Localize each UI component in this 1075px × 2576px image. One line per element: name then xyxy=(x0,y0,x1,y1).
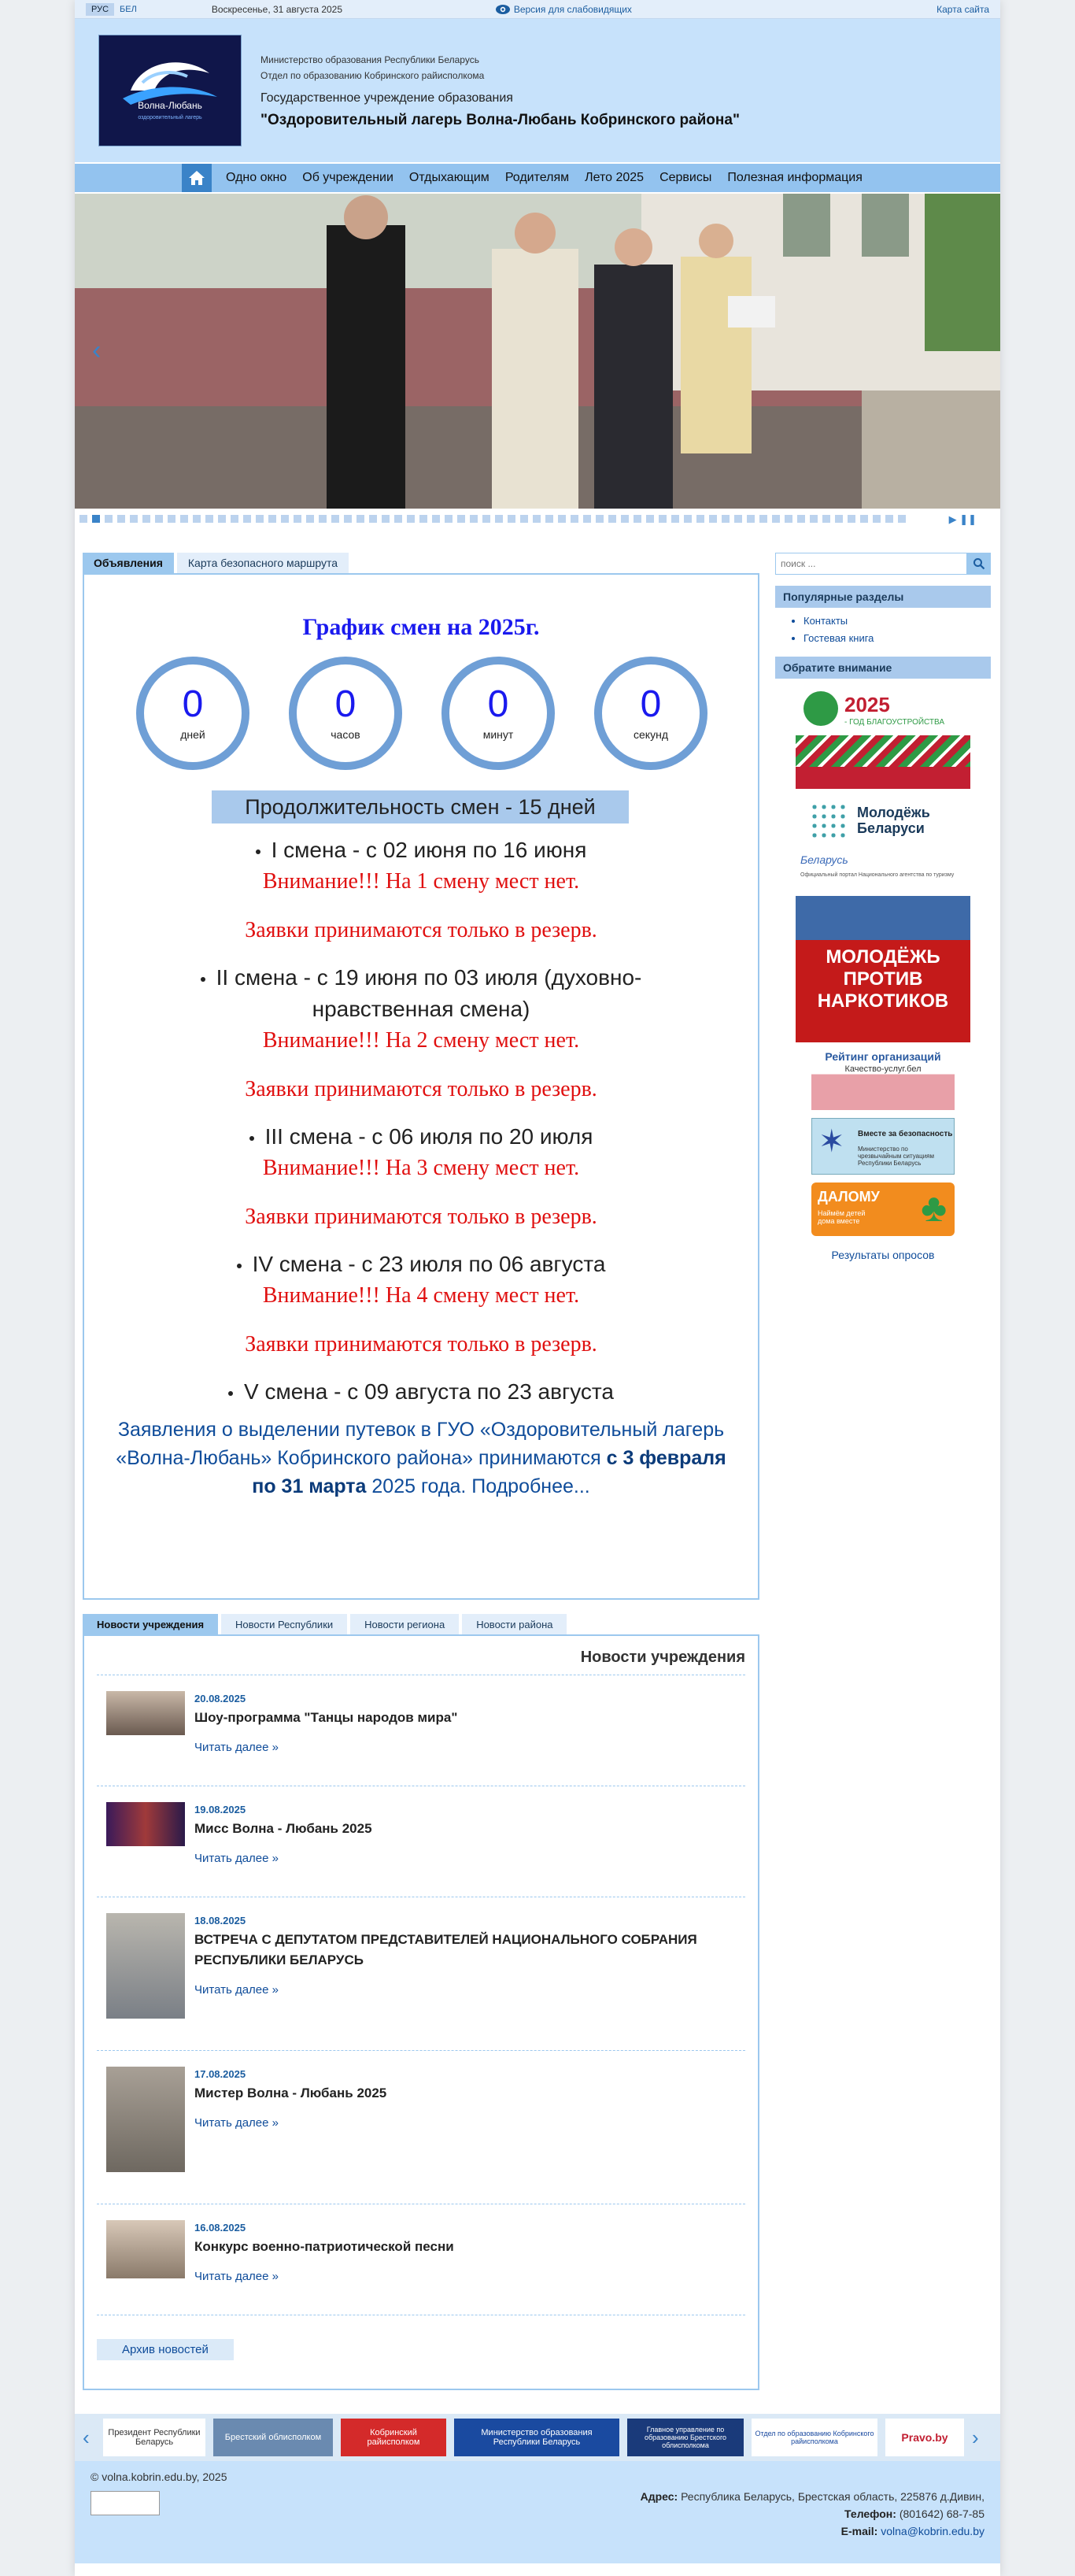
banner-year-of-improvement[interactable] xyxy=(796,687,970,789)
slider-dot[interactable] xyxy=(747,515,755,523)
shift-warning: Внимание!!! На 4 смену мест нет. xyxy=(262,1283,580,1308)
link-contacts[interactable]: • Контакты xyxy=(803,613,991,630)
slider-dot[interactable] xyxy=(168,515,175,523)
slider-dot[interactable] xyxy=(596,515,604,523)
banner-rating[interactable] xyxy=(811,1050,955,1110)
banner-tourism[interactable] xyxy=(796,852,970,888)
site-header xyxy=(75,19,1000,162)
timer-hours-value: 0 xyxy=(334,683,356,725)
address: Республика Беларусь, Брестская область, 225876 д.Дивин, xyxy=(681,2490,984,2503)
slider-dot[interactable] xyxy=(142,515,150,523)
slider-dot[interactable] xyxy=(646,515,654,523)
slider-dot[interactable] xyxy=(520,515,528,523)
slider-dot[interactable] xyxy=(558,515,566,523)
news-item xyxy=(97,2204,745,2315)
news-title[interactable]: Конкурс военно-патриотической песни xyxy=(194,2239,454,2254)
slider-dot[interactable] xyxy=(105,515,113,523)
slider-dot[interactable] xyxy=(709,515,717,523)
timer-minutes xyxy=(441,657,555,770)
popular-links xyxy=(775,608,991,647)
read-more-link[interactable]: Читать далее » xyxy=(194,2270,279,2283)
accessibility-label: Версия для слабовидящих xyxy=(513,3,632,15)
copyright: © volna.kobrin.edu.by, 2025 xyxy=(91,2471,227,2483)
reserve-note: Заявки принимаются только в резерв. xyxy=(245,1077,597,1101)
wave-logo-icon xyxy=(99,35,242,146)
attention-heading: Обратите внимание xyxy=(775,657,991,679)
slider-dot[interactable] xyxy=(482,515,490,523)
home-button[interactable] xyxy=(182,164,212,192)
slider-dot[interactable] xyxy=(256,515,264,523)
slider-dot[interactable] xyxy=(445,515,453,523)
partner-kobrin-district[interactable]: Кобринский райисполком xyxy=(341,2419,446,2456)
slider-dot[interactable] xyxy=(898,515,906,523)
header-text xyxy=(260,52,740,129)
slider-dot[interactable] xyxy=(659,515,667,523)
main-content xyxy=(75,551,1000,2390)
news-title[interactable]: Шоу-программа "Танцы народов мира" xyxy=(194,1710,458,1725)
banner-youth-belarus[interactable] xyxy=(796,797,970,844)
slider-dot[interactable] xyxy=(759,515,767,523)
news-body xyxy=(194,1913,736,2019)
slider-dot[interactable] xyxy=(583,515,591,523)
slider-dot[interactable] xyxy=(319,515,327,523)
partners-next-arrow[interactable]: › xyxy=(972,2425,979,2449)
slider-dot[interactable] xyxy=(382,515,390,523)
dots-logo-icon xyxy=(810,802,846,838)
news-thumbnail[interactable] xyxy=(106,1802,185,1846)
banner-safety-title: Вместе за безопасность xyxy=(858,1130,953,1138)
slider-dot[interactable] xyxy=(281,515,289,523)
timer-seconds xyxy=(594,657,707,770)
main-nav xyxy=(75,162,1000,194)
slider-play-pause-icon[interactable]: ▶ ❚❚ xyxy=(948,513,977,525)
nav-useful-info[interactable]: Полезная информация xyxy=(727,171,863,184)
news-section xyxy=(83,1612,759,2390)
partner-brest-education[interactable]: Главное управление по образованию Брестского облисполкома xyxy=(627,2419,744,2456)
nav-one-window[interactable]: Одно окно xyxy=(226,171,287,184)
news-item xyxy=(97,2051,745,2204)
tab-republic-news[interactable]: Новости Республики xyxy=(221,1614,347,1634)
banner-dalomu-title: ДАЛОМУ xyxy=(818,1189,880,1205)
home-icon xyxy=(188,170,205,186)
timer-minutes-label: минут xyxy=(482,728,514,741)
banner-tourism-text: Беларусь xyxy=(800,853,848,866)
shift-text: I смена - с 02 июня по 16 июня xyxy=(271,838,587,862)
slider-dot[interactable] xyxy=(797,515,805,523)
partner-president[interactable]: Президент Республики Беларусь xyxy=(103,2419,205,2456)
banner-dalomu-sub: Наймём детей дома вместе xyxy=(818,1209,866,1225)
nav-guests[interactable]: Отдыхающим xyxy=(408,171,489,184)
contact-info xyxy=(641,2488,984,2540)
timer-seconds-value: 0 xyxy=(640,683,662,725)
news-item xyxy=(97,1786,745,1897)
news-thumbnail[interactable] xyxy=(106,1691,185,1735)
shift-warning: Внимание!!! На 2 смену мест нет. xyxy=(262,1028,580,1053)
nav-parents[interactable]: Родителям xyxy=(504,171,570,184)
shift-text: II смена - с 19 июня по 03 июля (духовно-нравственная смена) xyxy=(216,965,642,1021)
slider-dot[interactable] xyxy=(79,515,87,523)
slider-dot[interactable] xyxy=(571,515,578,523)
news-title[interactable]: Мисс Волна - Любань 2025 xyxy=(194,1821,372,1836)
current-date: Воскресенье, 31 августа 2025 xyxy=(211,3,343,15)
slider-dot[interactable] xyxy=(810,515,818,523)
news-item xyxy=(97,1897,745,2051)
slider-dot[interactable] xyxy=(822,515,830,523)
lang-ru[interactable]: РУС xyxy=(86,3,114,16)
slider-dot[interactable] xyxy=(848,515,855,523)
slider-dot[interactable] xyxy=(545,515,553,523)
phone-label: Телефон: xyxy=(844,2508,896,2520)
search-button[interactable] xyxy=(967,553,991,575)
ornament xyxy=(796,735,970,767)
slider-dot[interactable] xyxy=(369,515,377,523)
banner-tourism-sub: Официальный портал Национального агентства по туризму xyxy=(800,872,955,878)
search-icon xyxy=(973,557,985,570)
slider-dot[interactable] xyxy=(772,515,780,523)
slider-dot[interactable] xyxy=(495,515,503,523)
timer-seconds-label: секунд xyxy=(634,728,668,741)
left-column xyxy=(83,551,759,2390)
slider-dot[interactable] xyxy=(193,515,201,523)
eye-icon xyxy=(495,4,511,15)
logo-title: Волна-Любань xyxy=(138,100,202,111)
timer-days-label: дней xyxy=(180,728,205,741)
slider-dot[interactable] xyxy=(243,515,251,523)
shift-item xyxy=(84,835,758,866)
partner-ministry-education[interactable]: Министерство образования Республики Беларусь xyxy=(454,2419,619,2456)
timer-minutes-value: 0 xyxy=(487,683,509,725)
slider-dot[interactable] xyxy=(180,515,188,523)
slider-dot[interactable] xyxy=(508,515,515,523)
banner-safety[interactable] xyxy=(811,1118,955,1175)
site-logo[interactable] xyxy=(98,35,242,146)
slider-dot[interactable] xyxy=(92,515,100,523)
application-dates: с 3 февраля по 31 марта xyxy=(252,1447,726,1497)
slider-dot[interactable] xyxy=(419,515,427,523)
banner-list xyxy=(775,687,991,1261)
slider-dot[interactable] xyxy=(785,515,792,523)
sitemap-link[interactable]: Карта сайта xyxy=(936,3,989,15)
slider-dot[interactable] xyxy=(470,515,478,523)
search-input[interactable] xyxy=(775,553,967,575)
slider-dot[interactable] xyxy=(835,515,843,523)
link-guestbook[interactable]: • Гостевая книга xyxy=(803,630,991,647)
news-item xyxy=(97,1675,745,1786)
slider-dot[interactable] xyxy=(533,515,541,523)
news-thumbnail[interactable] xyxy=(106,1913,185,2019)
application-text: Заявления о выделении путевок в ГУО «Оздоровительный лагерь «Волна-Любань» Кобринского района» принимаются xyxy=(116,1419,725,1469)
top-bar xyxy=(75,0,1000,19)
slider-dot[interactable] xyxy=(306,515,314,523)
read-more-link[interactable]: Читать далее » xyxy=(194,1741,279,1754)
clover-icon xyxy=(803,691,838,726)
news-date: 19.08.2025 xyxy=(194,1804,246,1815)
language-switch xyxy=(86,3,142,16)
news-thumbnail[interactable] xyxy=(106,2220,185,2278)
read-more-link[interactable]: Читать далее » xyxy=(194,1983,279,1997)
news-title[interactable]: Мистер Волна - Любань 2025 xyxy=(194,2086,387,2100)
nav-about[interactable]: Об учреждении xyxy=(302,171,393,184)
news-body xyxy=(194,1802,372,1865)
visit-counter[interactable] xyxy=(91,2491,160,2515)
shift-warning: Внимание!!! На 1 смену мест нет. xyxy=(262,869,580,894)
popular-heading: Популярные разделы xyxy=(775,586,991,608)
reserve-note: Заявки принимаются только в резерв. xyxy=(245,918,597,942)
news-tabs xyxy=(83,1612,759,1634)
partners-prev-arrow[interactable]: ‹ xyxy=(83,2425,90,2449)
slider-dot[interactable] xyxy=(268,515,276,523)
shift-item xyxy=(84,1249,758,1280)
tab-district-news[interactable]: Новости района xyxy=(462,1614,567,1634)
timer-days-value: 0 xyxy=(182,683,204,725)
news-body xyxy=(194,2220,454,2283)
shift-duration: Продолжительность смен - 15 дней xyxy=(212,790,629,824)
accessibility-link[interactable] xyxy=(495,4,632,15)
org-type: Государственное учреждение образования xyxy=(260,91,513,105)
application-more: 2025 года. Подробнее... xyxy=(366,1475,590,1497)
banner-safety-sub: Министерство по чрезвычайным ситуациям Республики Беларусь xyxy=(858,1146,934,1167)
shift-item xyxy=(84,1376,758,1408)
shift-text: IV смена - с 23 июля по 06 августа xyxy=(252,1252,606,1276)
email-link[interactable]: volna@kobrin.edu.by xyxy=(881,2525,984,2537)
nav-services[interactable]: Сервисы xyxy=(659,171,712,184)
banner-drugs-text: МОЛОДЁЖЬ ПРОТИВ НАРКОТИКОВ xyxy=(817,946,949,1012)
banner-rating-title: Рейтинг организаций xyxy=(825,1050,941,1063)
slider-dot[interactable] xyxy=(130,515,138,523)
announce-tabs xyxy=(83,551,759,573)
site-footer xyxy=(75,2461,1000,2563)
tab-safe-route-map[interactable]: Карта безопасного маршрута xyxy=(177,553,349,573)
slider-dot[interactable] xyxy=(457,515,465,523)
slider-dot[interactable] xyxy=(671,515,679,523)
address-label: Адрес: xyxy=(640,2490,678,2503)
shift-list xyxy=(84,835,758,1501)
slider-dot[interactable] xyxy=(621,515,629,523)
email-label: E-mail: xyxy=(840,2525,878,2537)
ministry-name: Министерство образования Республики Беларусь xyxy=(260,54,479,65)
slider-dot[interactable] xyxy=(722,515,730,523)
slider-dot[interactable] xyxy=(860,515,868,523)
clover-icon: ♣ xyxy=(921,1186,947,1230)
news-panel xyxy=(83,1634,759,2390)
department-name: Отдел по образованию Кобринского райисполкома xyxy=(260,70,485,81)
shift-text: V смена - с 09 августа по 23 августа xyxy=(244,1379,614,1404)
partner-carousel xyxy=(75,2414,1000,2461)
banner-dalomu[interactable] xyxy=(811,1183,955,1236)
partner-pravo[interactable]: Pravo.by xyxy=(885,2419,964,2456)
slider-dot[interactable] xyxy=(634,515,641,523)
shift-text: III смена - с 06 июля по 20 июля xyxy=(264,1124,593,1149)
news-thumbnail[interactable] xyxy=(106,2067,185,2172)
timer-hours xyxy=(289,657,402,770)
star-icon: ✶ xyxy=(818,1124,845,1159)
banner-rating-sub: Качество-услуг.бел xyxy=(844,1064,922,1074)
read-more-link[interactable]: Читать далее » xyxy=(194,1852,279,1865)
countdown-timers xyxy=(136,657,707,770)
banner-year-text: - ГОД БЛАГОУСТРОЙСТВА xyxy=(844,718,945,727)
timer-hours-label: часов xyxy=(331,728,360,741)
reserve-note: Заявки принимаются только в резерв. xyxy=(245,1332,597,1356)
slider-dot[interactable] xyxy=(432,515,440,523)
timer-days xyxy=(136,657,249,770)
tab-institution-news[interactable]: Новости учреждения xyxy=(83,1614,218,1634)
banner-year: 2025 xyxy=(844,693,890,716)
slider-dot[interactable] xyxy=(696,515,704,523)
news-date: 18.08.2025 xyxy=(194,1915,246,1926)
reserve-note: Заявки принимаются только в резерв. xyxy=(245,1205,597,1229)
page xyxy=(75,0,1000,2576)
org-name: "Оздоровительный лагерь Волна-Любань Кобринского района" xyxy=(260,112,740,128)
news-heading: Новости учреждения xyxy=(97,1645,745,1675)
slider-dot[interactable] xyxy=(231,515,238,523)
slider-dot[interactable] xyxy=(117,515,125,523)
read-more-link[interactable]: Читать далее » xyxy=(194,2116,279,2130)
news-archive-button[interactable]: Архив новостей xyxy=(97,2339,234,2360)
slider-dot[interactable] xyxy=(294,515,301,523)
nav-summer-2025[interactable]: Лето 2025 xyxy=(585,171,645,184)
shift-item xyxy=(84,962,758,1025)
tab-region-news[interactable]: Новости региона xyxy=(350,1614,459,1634)
slider-dots xyxy=(75,509,1000,551)
slider-dot[interactable] xyxy=(608,515,616,523)
tab-announcements[interactable]: Объявления xyxy=(83,553,174,573)
schedule-title: График смен на 2025г. xyxy=(302,614,540,640)
partner-brest-oblast[interactable]: Брестский облисполком xyxy=(213,2419,333,2456)
news-body xyxy=(194,1691,457,1754)
shift-item xyxy=(84,1121,758,1153)
shift-warning: Внимание!!! На 3 смену мест нет. xyxy=(262,1156,580,1180)
slider-dot[interactable] xyxy=(331,515,339,523)
slider-dot[interactable] xyxy=(394,515,402,523)
news-body xyxy=(194,2067,386,2172)
announcement-panel xyxy=(83,573,759,1600)
slider-dot[interactable] xyxy=(356,515,364,523)
news-date: 16.08.2025 xyxy=(194,2222,246,2234)
slider-dot[interactable] xyxy=(873,515,881,523)
slider-dot[interactable] xyxy=(155,515,163,523)
photo-slider[interactable] xyxy=(75,194,1000,509)
slider-dot[interactable] xyxy=(407,515,415,523)
application-note[interactable] xyxy=(84,1416,758,1501)
slider-prev-arrow[interactable]: ‹ xyxy=(92,335,102,365)
banner-youth-text: Молодёжь Беларуси xyxy=(857,805,930,836)
sidebar xyxy=(775,551,991,2390)
poll-results-link[interactable]: Результаты опросов xyxy=(831,1249,935,1261)
slider-dot[interactable] xyxy=(684,515,692,523)
phone: (801642) 68-7-85 xyxy=(899,2508,984,2520)
banner-youth-against-drugs[interactable] xyxy=(796,896,970,1042)
slide-photo xyxy=(75,194,1000,509)
news-date: 17.08.2025 xyxy=(194,2068,246,2080)
slider-dot[interactable] xyxy=(734,515,742,523)
news-date: 20.08.2025 xyxy=(194,1693,246,1704)
slider-dot[interactable] xyxy=(205,515,213,523)
lang-be[interactable]: БЕЛ xyxy=(120,4,137,14)
slider-dot[interactable] xyxy=(885,515,893,523)
news-title[interactable]: ВСТРЕЧА С ДЕПУТАТОМ ПРЕДСТАВИТЕЛЕЙ НАЦИОНАЛЬНОГО СОБРАНИЯ РЕСПУБЛИКИ БЕЛАРУСЬ xyxy=(194,1932,697,1967)
partner-kobrin-education[interactable]: Отдел по образованию Кобринского райисполкома xyxy=(752,2419,877,2456)
search-box xyxy=(775,553,991,575)
slider-dot[interactable] xyxy=(344,515,352,523)
logo-subtitle: оздоровительный лагерь xyxy=(138,115,202,120)
slider-dot[interactable] xyxy=(218,515,226,523)
